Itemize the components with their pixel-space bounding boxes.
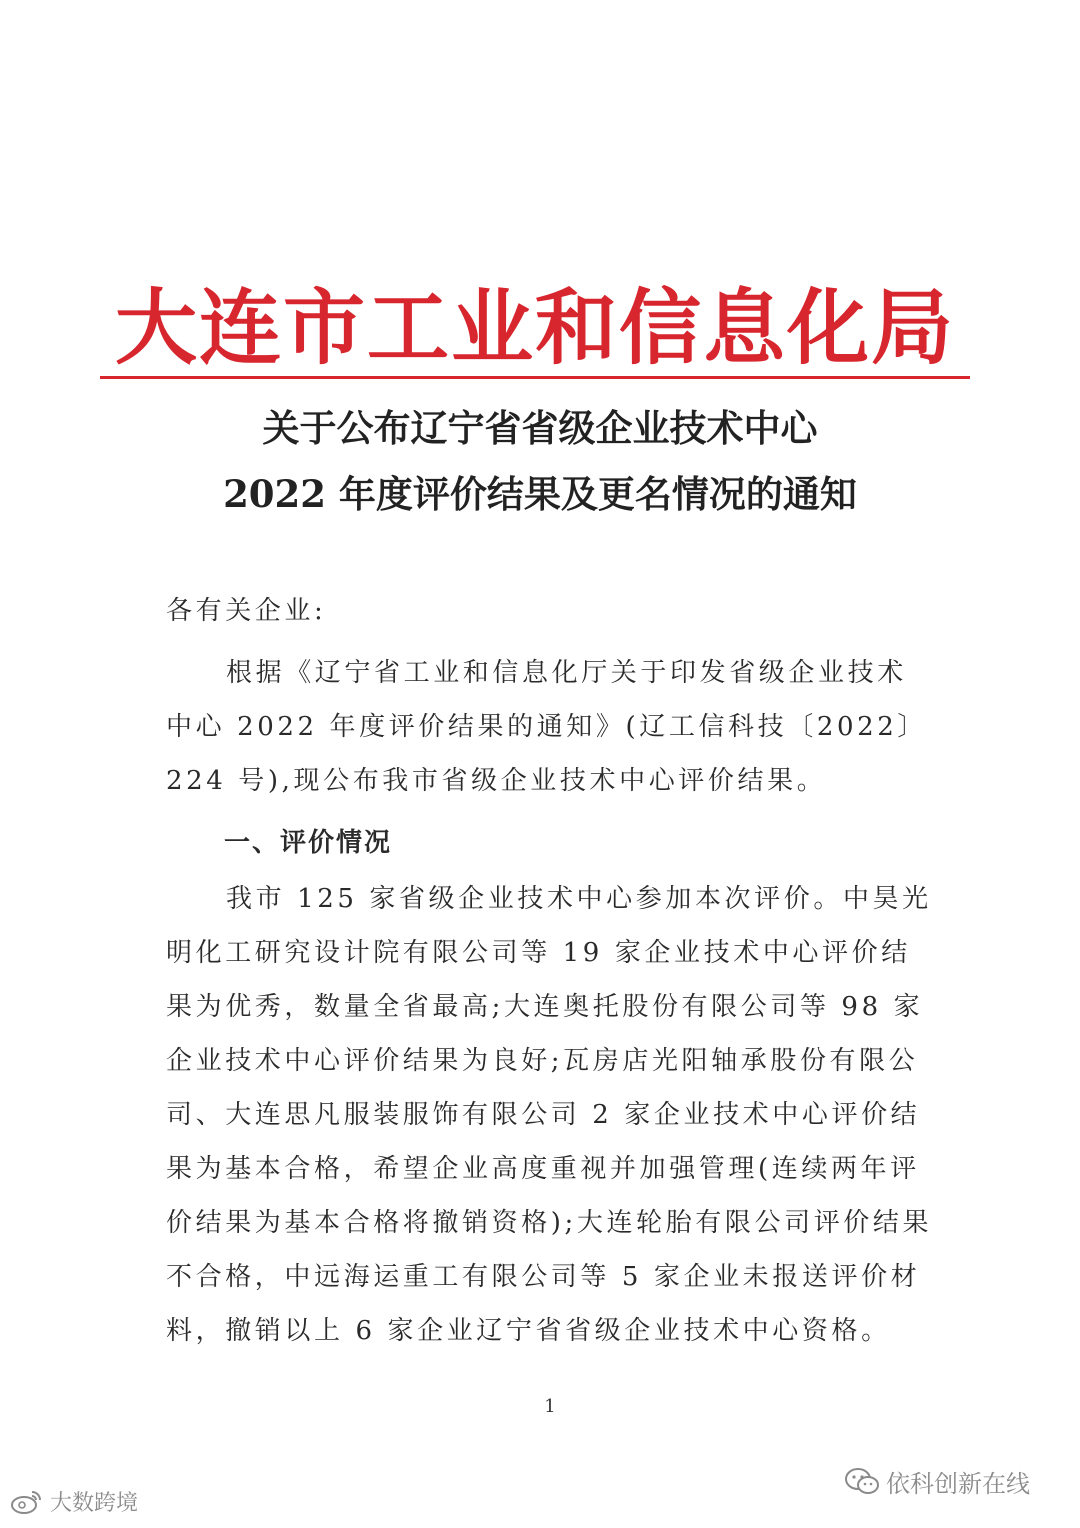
watermark-wechat-text: 依科创新在线	[886, 1470, 1030, 1498]
agency-letterhead: 大连市工业和信息化局	[114, 280, 955, 376]
watermark-weibo	[10, 1486, 138, 1517]
letterhead-red-rule	[100, 376, 970, 379]
wechat-icon	[844, 1467, 880, 1497]
weibo-icon	[10, 1488, 44, 1516]
section-heading: 一、评价情况	[224, 828, 393, 858]
document-title-line-2: 2022 年度评价结果及更名情况的通知	[223, 472, 857, 516]
page-number: 1	[544, 1396, 556, 1417]
watermark-wechat	[844, 1464, 1030, 1499]
salutation: 各有关企业:	[166, 596, 327, 626]
document-title-line-1: 关于公布辽宁省省级企业技术中心	[262, 406, 818, 450]
evaluation-paragraph: 我市 125 家省级企业技术中心参加本次评价。中昊光明化工研究设计院有限公司等 19 家企业技术中心评价结果为优秀，数量全省最高;大连奥托股份有限公司等 98 家企业技术中心评价结果为良好;瓦房店光阳轴承股份有限公司、大连思凡服装服饰有限公司 2 家企业技术中心评价结果为基本合格，希望企业高度重视并加强管理(连续两年评价结果为基本合格将撤销资格);大连轮胎有限公司评价结果不合格，中远海运重工有限公司等 5 家企业未报送评价材料，撤销以上 6 家企业辽宁省省级企业技术中心资格。	[166, 884, 933, 1346]
intro-paragraph: 根据《辽宁省工业和信息化厅关于印发省级企业技术中心 2022 年度评价结果的通知》(辽工信科技〔2022〕224 号),现公布我市省级企业技术中心评价结果。	[166, 658, 928, 796]
watermark-weibo-text: 大数跨境	[50, 1491, 139, 1516]
